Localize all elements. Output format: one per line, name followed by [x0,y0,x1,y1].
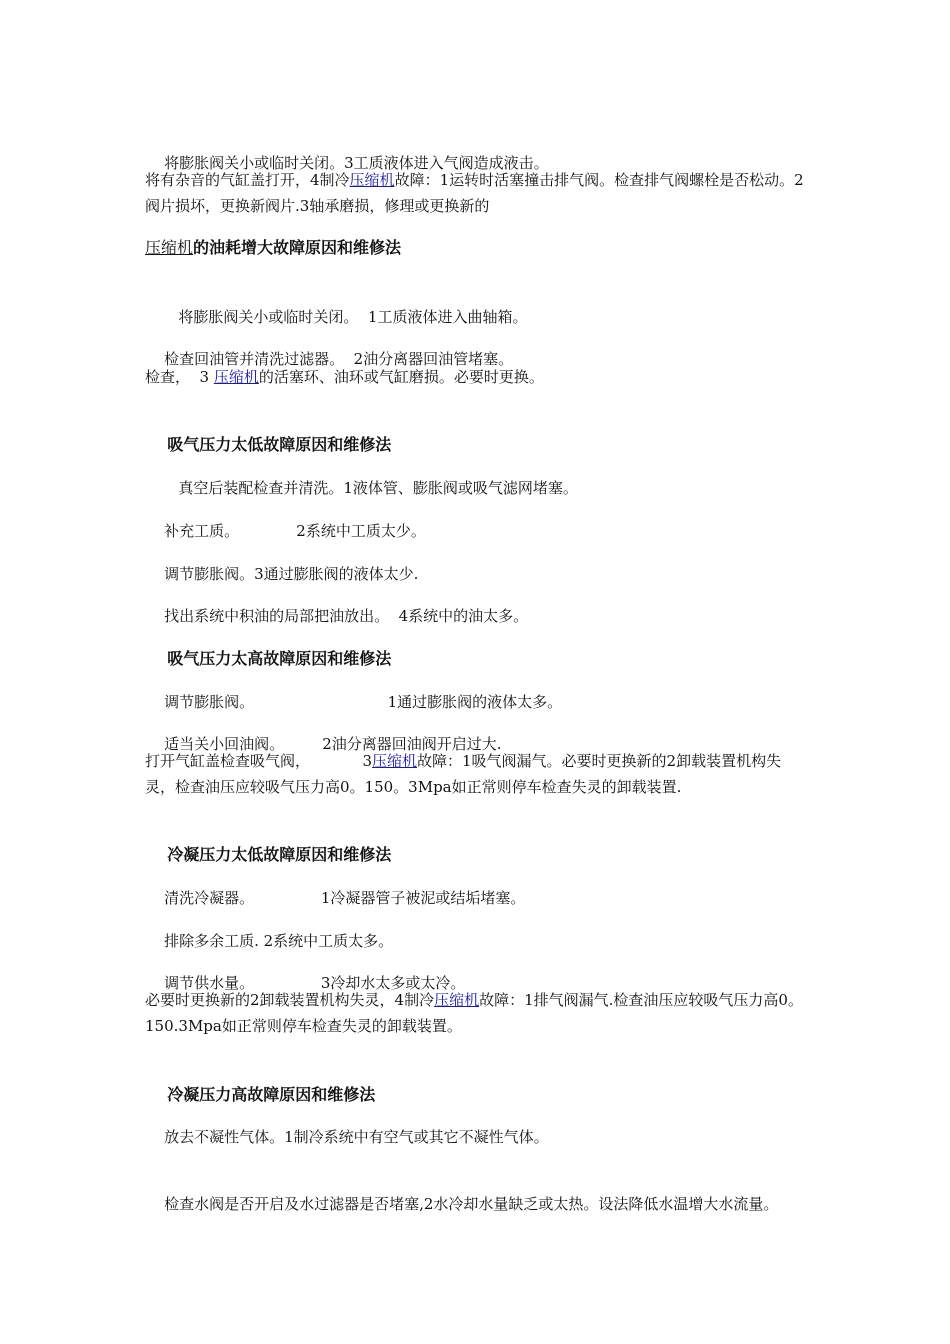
heading-text: 冷凝压力高故障原因和维修法 [167,1085,376,1104]
paragraph-text: 将膨胀阀关小或临时关闭。3工质液体进入气阀造成液击。 [164,154,549,172]
paragraph-text: 将有杂音的气缸盖打开，4制冷 [145,171,350,189]
paragraph-text: 故障：1吸气阀漏气。必要时更换新的2卸载装置机构失灵，检查油压应较吸气压力高0。150。3Mpa如正常则停车检查失灵的卸载装置. [145,752,782,796]
heading-text: 的油耗增大故障原因和维修法 [193,238,402,257]
paragraph-text: 调节膨胀阀。 1通过膨胀阀的液体太多。 [164,693,563,711]
paragraph-text: 调节膨胀阀。3通过膨胀阀的液体太少. [164,565,419,583]
section-heading [145,235,807,261]
paragraph-text: 调节供水量。 3冷却水太多或太冷。 [164,974,466,992]
paragraph-text: 适当关小回油阀。 2油分离器回油阀开启过大. [164,735,502,753]
paragraph [145,364,807,390]
paragraph-text: 将膨胀阀关小或临时关闭。 1工质液体进入曲轴箱。 [164,308,528,326]
paragraph [145,748,807,800]
paragraph-text: 故障：1运转时活塞撞击排气阀。检查排气阀螺栓是否松动。2阀片损坏，更换新阀片.3轴承磨损，修理或更换新的 [145,171,804,215]
heading-text: 冷凝压力太低故障原因和维修法 [167,845,392,864]
paragraph-text: 清洗冷凝器。 1冷凝器管子被泥或结垢堵塞。 [164,889,526,907]
paragraph-text: 排除多余工质. 2系统中工质太多。 [164,932,394,950]
paragraph-text: 真空后装配检查并清洗。1液体管、膨胀阀或吸气滤网堵塞。 [164,479,578,497]
paragraph-text: 的活塞环、油环或气缸磨损。必要时更换。 [258,368,544,386]
paragraph-text: 检查， 3 [145,368,214,386]
paragraph-text: 检查回油管并清洗过滤器。 2油分离器回油管堵塞。 [164,350,514,368]
paragraph [145,1165,807,1243]
paragraph-text: 找出系统中积油的局部把油放出。 4系统中的油太多。 [164,607,529,625]
paragraph-text: 打开气缸盖检查吸气阀， 3 [145,752,372,770]
paragraph-text: 补充工质。 2系统中工质太少。 [164,522,426,540]
paragraph-text: 检查水阀是否开启及水过滤器是否堵塞,2水冷却水量缺乏或太热。设法降低水温增大水流量。 [164,1195,779,1213]
paragraph-text: 必要时更换新的2卸载装置机构失灵，4制冷 [145,991,435,1009]
heading-text: 吸气压力太高故障原因和维修法 [167,649,392,668]
compressor-link[interactable]: 压缩机 [372,752,418,770]
compressor-link[interactable]: 压缩机 [349,171,395,189]
compressor-link[interactable]: 压缩机 [434,991,480,1009]
paragraph [145,987,807,1039]
paragraph-text: 放去不凝性气体。1制冷系统中有空气或其它不凝性气体。 [164,1128,549,1146]
compressor-link[interactable]: 压缩机 [145,238,194,257]
heading-text: 吸气压力太低故障原因和维修法 [167,435,392,454]
paragraph [145,167,807,219]
compressor-link[interactable]: 压缩机 [213,368,259,386]
paragraph-text: 故障：1排气阀漏气.检查油压应较吸气压力高0。150.3Mpa如正常则停车检查失灵的卸载装置。 [145,991,803,1035]
